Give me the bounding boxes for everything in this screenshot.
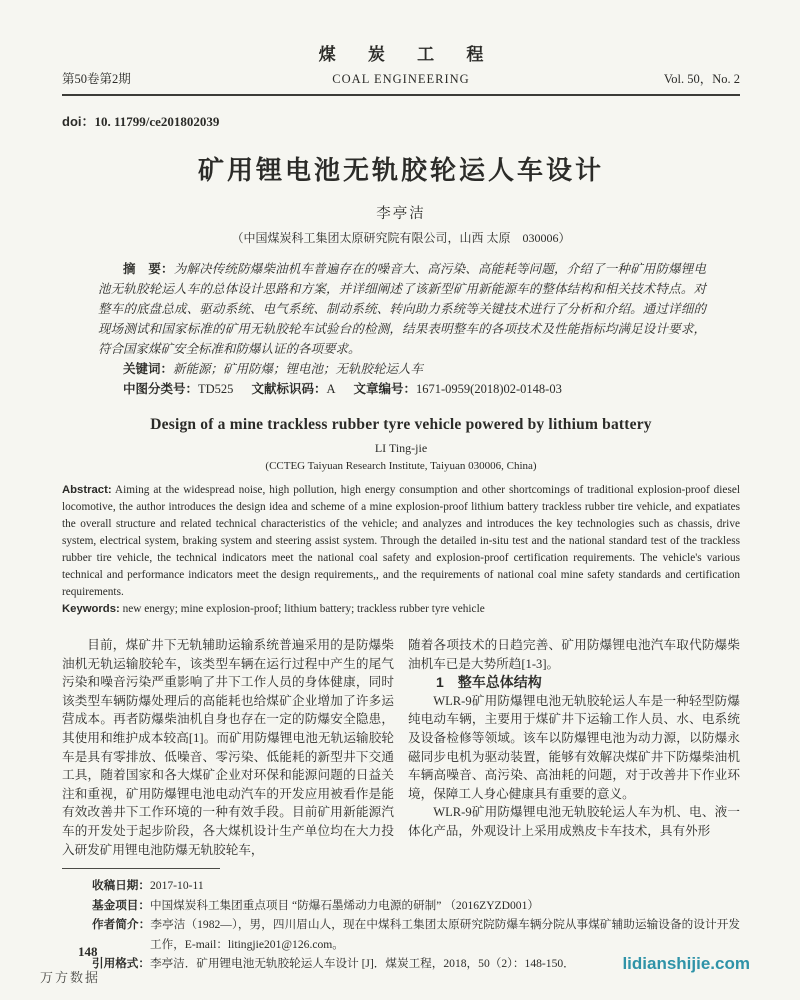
wanfang-watermark: 万方数据 bbox=[40, 970, 101, 985]
body-column-left bbox=[62, 636, 394, 862]
journal-name-en: COAL ENGINEERING bbox=[332, 72, 470, 86]
page-title-en: Design of a mine trackless rubber tyre vehicle powered by lithium battery bbox=[150, 416, 652, 433]
doi-value: 10. 11799/ce201802039 bbox=[94, 114, 220, 129]
article-id-label: 文章编号： bbox=[353, 382, 416, 396]
footnote-text: 2017-10-11 bbox=[149, 879, 204, 892]
keywords-text-en: new energy; mine explosion-proof; lithium battery; trackless rubber tyre vehicle bbox=[122, 603, 485, 615]
author-name-zh: 李亭洁 bbox=[376, 206, 426, 222]
affiliation-zh: （中国煤炭科工集团太原研究院有限公司，山西 太原 030006） bbox=[231, 231, 571, 245]
doi-label: doi： bbox=[62, 114, 95, 129]
journal-name-zh: 煤 炭 工 程 bbox=[318, 45, 498, 64]
section-number: 1 bbox=[436, 674, 444, 691]
footnote-label: 收稿日期： bbox=[92, 879, 150, 892]
body-column-right bbox=[408, 636, 740, 862]
doi-line bbox=[62, 111, 740, 130]
footnote-text: 李亭洁．矿用锂电池无轨胶轮运人车设计 [J]．煤炭工程，2018，50（2）：148-150． bbox=[149, 957, 575, 970]
abstract-text-en: Aiming at the widespread noise, high pollution, high energy consumption and other shortcomings of traditional explosion-proof diesel locomotive, the author introduces the design idea and scheme of a mine explosion-proof lithium battery trackless rubber tire vehicle, and expatiates the overall structure and related technical characteristics of the vehicle; and analyzes and introduces the key technologies such as chassis, drive system, electrical system, braking system and steering assist system. Through the detailed in-situ test and the national standard test of the trackless rubber tire vehicle, the technical indicators meet the national coal safety and explosion-proof certification requirements. The vehicle's various technical and performance indicators meet the design requirements,, and the requirements of national coal mine safety standards and certification requirements. bbox=[62, 484, 740, 598]
page-number: 148 bbox=[78, 944, 98, 959]
clc-label: 中图分类号： bbox=[123, 382, 199, 396]
keywords-label-en: Keywords: bbox=[62, 603, 120, 615]
footnote-label: 引用格式： bbox=[92, 957, 150, 970]
footnote-author-bio bbox=[92, 915, 740, 954]
body-paragraph: 目前，煤矿井下无轨辅助运输系统普遍采用的是防爆柴油机无轨运输胶轮车，该类型车辆在运行过程中产生的尾气污染和噪音污染严重影响了井下工作人员的身体健康，同时该类型车辆防爆处理后的高能耗也给煤矿企业增加了许多运营成本。再者防爆柴油机自身也存在一定的防爆安全隐患，其使用和维护成本较高[1]。而矿用防爆锂电池无轨运输胶轮车是具有零排放、低噪音、零污染、低能耗的新型井下交通工具，随着国家和各大煤矿企业对环保和能源问题的日益关注和重视，矿用防爆锂电池电动汽车的开发应用被看作是能有效改善井下工作环境的一种有效手段。目前矿用新能源汽车的开发处于起步阶段，各大煤机设计生产单位均在大力投入研发矿用锂电池防爆无轨胶轮车， bbox=[62, 638, 394, 857]
doc-code-value: A bbox=[326, 382, 336, 396]
footnote-label: 作者简介： bbox=[92, 918, 151, 931]
section-heading-1 bbox=[408, 673, 740, 692]
abstract-label-zh: 摘 要： bbox=[123, 262, 174, 276]
footnote-label: 基金项目： bbox=[92, 898, 150, 912]
footnote-funding bbox=[92, 896, 740, 916]
abstract-block-en bbox=[62, 482, 740, 618]
author-name-en: LI Ting-jie bbox=[374, 441, 428, 455]
keywords-line-en bbox=[62, 601, 740, 618]
doc-code-label: 文献标识码： bbox=[251, 382, 327, 396]
keywords-label-zh: 关键词： bbox=[123, 362, 174, 376]
footnote-text: 中国煤炭科工集团重点项目 “防爆石墨烯动力电源的研制” （2016ZYZD001） bbox=[149, 898, 539, 912]
classification-line bbox=[98, 379, 706, 399]
body-paragraph-continuation: 随着各项技术的日趋完善、矿用防爆锂电池汽车取代防爆柴油机车已是大势所趋[1-3]。 bbox=[408, 638, 740, 671]
affiliation-en: (CCTEG Taiyuan Research Institute, Taiyuan 030006, China) bbox=[265, 460, 537, 472]
footnote-received-date bbox=[92, 876, 740, 896]
article-id-value: 1671-0959(2018)02-0148-03 bbox=[416, 382, 562, 396]
keywords-line-zh bbox=[98, 359, 706, 379]
header-divider bbox=[62, 94, 740, 96]
issue-label-zh: 第50卷第2期 bbox=[62, 72, 131, 86]
footnote-divider bbox=[62, 868, 220, 869]
clc-value: TD525 bbox=[198, 382, 234, 396]
abstract-block-zh bbox=[98, 259, 706, 399]
body-paragraph: WLR-9矿用防爆锂电池无轨胶轮运人车是一种轻型防爆纯电动车辆，主要用于煤矿井下运输工作人员、水、电系统及设备检修等领域。该车以防爆锂电池为动力源，以防爆永磁同步电机为驱动装置，能够有效解决煤矿井下防爆柴油机车辆高噪音、高污染、高油耗的问题，对于改善井下作业环境，保障工人身心健康具有重要的意义。 bbox=[408, 693, 740, 801]
page-title: 矿用锂电池无轨胶轮运人车设计 bbox=[197, 155, 604, 185]
abstract-paragraph-zh bbox=[98, 259, 706, 359]
abstract-text-zh: 为解决传统防爆柴油机车普遍存在的噪音大、高污染、高能耗等问题，介绍了一种矿用防爆锂电池无轨胶轮运人车的总体设计思路和方案，并详细阐述了该新型矿用新能源车的整体结构和相关技术特点。对整车的底盘总成、驱动系统、电气系统、制动系统、转向助力系统等关键技术进行了分析和介绍。通过详细的现场测试和国家标准的矿用无轨胶轮车试验台的检测，结果表明整车的各项技术及性能指标均满足设计要求，符合国家煤矿安全标准和防爆认证的各项要求。 bbox=[98, 262, 706, 356]
journal-header-row bbox=[62, 69, 740, 87]
site-watermark: lidianshijie.com bbox=[622, 954, 750, 973]
issue-label-en: Vol. 50，No. 2 bbox=[663, 72, 740, 86]
body-columns bbox=[62, 636, 740, 862]
body-paragraph: WLR-9矿用防爆锂电池无轨胶轮运人车为机、电、液一体化产品，外观设计上采用成熟皮卡车技术，具有外形 bbox=[408, 805, 740, 838]
footnote-text: 李亭洁（1982—），男，四川眉山人，现在中煤科工集团太原研究院防爆车辆分院从事煤矿辅助运输设备的设计开发工作，E-mail：litingjie201@126.com。 bbox=[150, 918, 740, 951]
abstract-label-en: Abstract: bbox=[62, 484, 112, 496]
section-title: 整车总体结构 bbox=[457, 674, 542, 691]
abstract-paragraph-en bbox=[62, 482, 740, 601]
keywords-text-zh: 新能源；矿用防爆；锂电池；无轨胶轮运人车 bbox=[173, 362, 424, 376]
